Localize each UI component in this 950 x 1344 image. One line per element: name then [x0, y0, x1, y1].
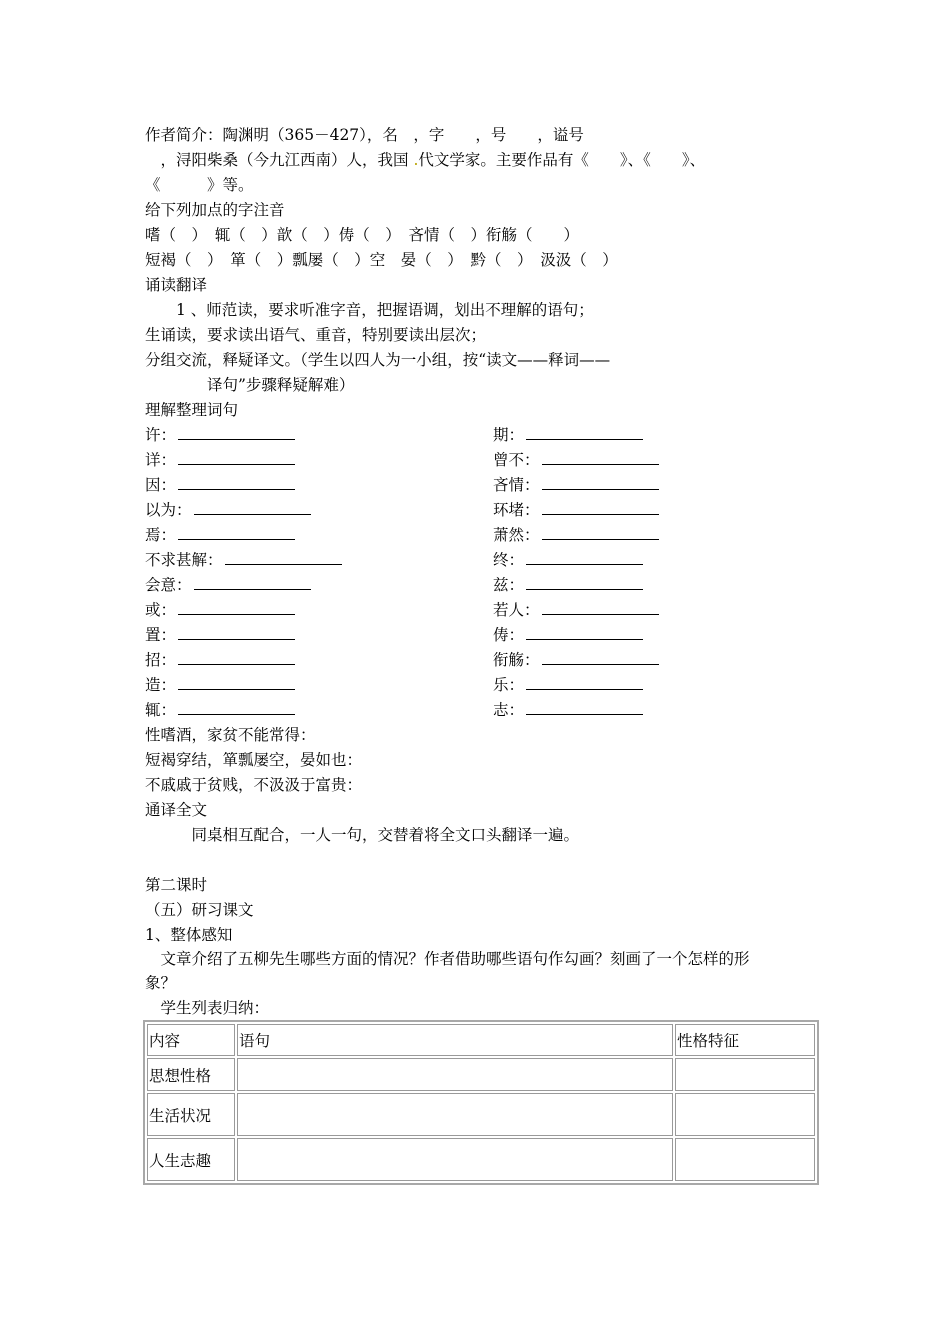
table-cell[interactable] — [237, 1093, 673, 1136]
table-header-cell: 性格特征 — [675, 1024, 815, 1056]
vocab-left-item — [145, 674, 295, 696]
vocab-term: 期： — [493, 426, 525, 444]
vocab-term: 详： — [145, 451, 177, 469]
vocab-term: 俦： — [493, 626, 525, 644]
table-row-label: 生活状况 — [147, 1093, 235, 1136]
answer-blank[interactable] — [542, 500, 659, 515]
table-row — [147, 1093, 815, 1136]
sentence-item: 短褐穿结，箪瓢屡空，晏如也： — [145, 751, 363, 769]
highlight-dot: . — [413, 151, 419, 169]
vocab-left-item — [145, 499, 311, 521]
vocab-right-item — [493, 649, 659, 671]
answer-blank[interactable] — [178, 650, 295, 665]
table-cell[interactable] — [237, 1058, 673, 1091]
vocab-term: 不求甚解： — [145, 551, 223, 569]
answer-blank[interactable] — [178, 425, 295, 440]
answer-blank[interactable] — [178, 675, 295, 690]
vocab-left-item — [145, 649, 295, 671]
reading-step-2: 生诵读，要求读出语气、重音，特别要读出层次； — [145, 326, 487, 344]
vocab-term: 乐： — [493, 676, 525, 694]
pronunciation-row-1: 嗜（ ） 辄（ ）歆（ ）俦（ ） 吝情（ ）衔觞（ ） — [145, 226, 580, 244]
vocab-heading: 理解整理词句 — [145, 401, 239, 419]
pronunciation-row-2: 短褐（ ） 箪（ ）瓢屡（ ）空 晏（ ） 黔（ ） 汲汲（ ） — [145, 251, 618, 269]
vocab-left-item — [145, 574, 311, 596]
vocab-term: 焉： — [145, 526, 177, 544]
overview-question: 文章介绍了五柳先生哪些方面的情况？作者借助哪些语句作勾画？刻画了一个怎样的形 — [145, 950, 750, 968]
pronunciation-heading: 给下列加点的字注音 — [145, 201, 285, 219]
vocab-right-item — [493, 499, 659, 521]
answer-blank[interactable] — [178, 625, 295, 640]
vocab-left-item — [145, 474, 295, 496]
answer-blank[interactable] — [178, 475, 295, 490]
author-intro-line-3: 《 》等。 — [145, 176, 254, 194]
table-cell[interactable] — [675, 1093, 815, 1136]
answer-blank[interactable] — [542, 475, 659, 490]
sentence-item: 不戚戚于贫贱，不汲汲于富贵： — [145, 776, 363, 794]
author-intro-text-a: ，浔阳柴桑（今九江西南）人，我国 — [145, 151, 414, 169]
vocab-left-item — [145, 624, 295, 646]
table-header-cell: 内容 — [147, 1024, 235, 1056]
answer-blank[interactable] — [194, 500, 311, 515]
vocab-left-item — [145, 549, 342, 571]
vocab-right-item — [493, 424, 643, 446]
vocab-term: 环堵： — [493, 501, 540, 519]
vocab-right-item — [493, 549, 643, 571]
vocab-right-item — [493, 599, 659, 621]
vocab-term: 招： — [145, 651, 177, 669]
reading-step-3-continued: 译句”步骤释疑解难） — [145, 376, 355, 394]
answer-blank[interactable] — [542, 650, 659, 665]
lesson-2-title: 第二课时 — [145, 876, 208, 894]
lesson-2-subsection: 1、整体感知 — [145, 926, 233, 944]
reading-step-1: 1 、师范读，要求听准字音，把握语调，划出不理解的语句； — [145, 301, 594, 319]
summary-table — [143, 1020, 819, 1185]
table-row — [147, 1138, 815, 1181]
table-header-cell: 语句 — [237, 1024, 673, 1056]
table-cell[interactable] — [675, 1138, 815, 1181]
table-row-label: 人生志趣 — [147, 1138, 235, 1181]
vocab-term: 或： — [145, 601, 177, 619]
vocab-term: 曾不： — [493, 451, 540, 469]
vocab-term: 许： — [145, 426, 177, 444]
author-intro-line-2 — [145, 149, 705, 171]
full-translation-heading: 通译全文 — [145, 801, 208, 819]
answer-blank[interactable] — [526, 675, 643, 690]
vocab-left-item — [145, 524, 295, 546]
vocab-term: 若人： — [493, 601, 540, 619]
vocab-left-item — [145, 449, 295, 471]
overview-question-continued: 象？ — [145, 974, 177, 992]
answer-blank[interactable] — [178, 450, 295, 465]
vocab-right-item — [493, 674, 643, 696]
answer-blank[interactable] — [178, 700, 295, 715]
vocab-term: 置： — [145, 626, 177, 644]
answer-blank[interactable] — [542, 600, 659, 615]
vocab-term: 因： — [145, 476, 177, 494]
table-header-row — [147, 1024, 815, 1056]
vocab-left-item — [145, 599, 295, 621]
answer-blank[interactable] — [178, 525, 295, 540]
sentence-item: 性嗜酒，家贫不能常得： — [145, 726, 316, 744]
vocab-term: 萧然： — [493, 526, 540, 544]
lesson-2-section: （五）研习课文 — [145, 901, 254, 919]
table-cell[interactable] — [237, 1138, 673, 1181]
table-row-label: 思想性格 — [147, 1058, 235, 1091]
vocab-term: 终： — [493, 551, 525, 569]
reading-heading: 诵读翻译 — [145, 276, 208, 294]
author-intro-line-1: 作者简介：陶渊明（365－427），名 ，字 ，号 ，谥号 — [145, 126, 584, 144]
vocab-term: 辄： — [145, 701, 177, 719]
table-intro: 学生列表归纳： — [145, 999, 270, 1017]
answer-blank[interactable] — [542, 525, 659, 540]
vocab-right-item — [493, 624, 643, 646]
answer-blank[interactable] — [526, 700, 643, 715]
answer-blank[interactable] — [542, 450, 659, 465]
vocab-right-item — [493, 524, 659, 546]
vocab-term: 会意： — [145, 576, 192, 594]
table-cell[interactable] — [675, 1058, 815, 1091]
reading-step-3: 分组交流，释疑译文。（学生以四人为一小组，按“读文——释词—— — [145, 351, 611, 369]
vocab-term: 以为： — [145, 501, 192, 519]
vocab-right-item — [493, 574, 643, 596]
answer-blank[interactable] — [526, 575, 643, 590]
answer-blank[interactable] — [526, 550, 643, 565]
answer-blank[interactable] — [194, 575, 311, 590]
vocab-term: 造： — [145, 676, 177, 694]
vocab-term: 兹： — [493, 576, 525, 594]
vocab-right-item — [493, 449, 659, 471]
answer-blank[interactable] — [178, 600, 295, 615]
author-intro-text-b: 代文学家。主要作品有《 》、《 》、 — [418, 151, 706, 169]
vocab-term: 衔觞： — [493, 651, 540, 669]
full-translation-text: 同桌相互配合，一人一句，交替着将全文口头翻译一遍。 — [145, 826, 580, 844]
vocab-left-item — [145, 699, 295, 721]
answer-blank[interactable] — [526, 425, 643, 440]
answer-blank[interactable] — [225, 550, 342, 565]
vocab-term: 志： — [493, 701, 525, 719]
vocab-term: 吝情： — [493, 476, 540, 494]
vocab-right-item — [493, 699, 643, 721]
vocab-right-item — [493, 474, 659, 496]
vocab-left-item — [145, 424, 295, 446]
table-row — [147, 1058, 815, 1091]
answer-blank[interactable] — [526, 625, 643, 640]
